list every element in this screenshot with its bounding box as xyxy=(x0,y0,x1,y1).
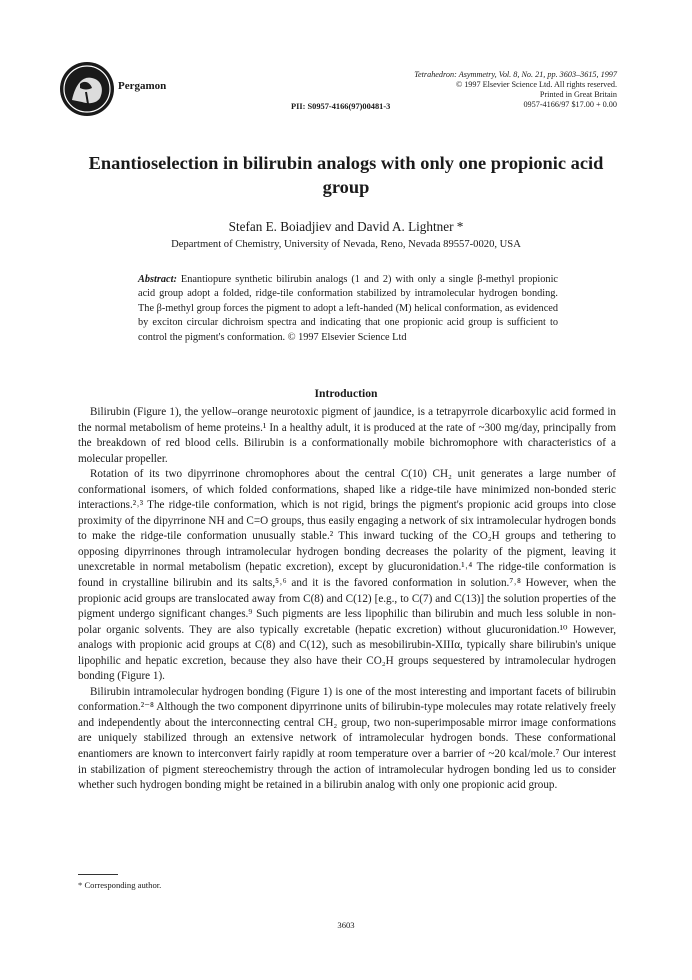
section-heading: Introduction xyxy=(314,387,378,400)
affiliation: Department of Chemistry, University of Nevada, Reno, Nevada 89557-0020, USA xyxy=(171,239,521,250)
price-line: 0957-4166/97 $17.00 + 0.00 xyxy=(523,100,617,109)
body-text xyxy=(78,405,616,794)
paragraph: Bilirubin intramolecular hydrogen bonding (Figure 1) is one of the most interesting and important facets of bilirubin conformation.²⁻⁸ Although the two component dipyrrinone units of bilirubin-type molecules may rotate relatively freely and independently about the interconnecting central CH₂ group, two non-superimposable mirror image conformations are uniquely stabilized through an extensive network of intramolecular hydrogen bonds. These conformational enantiomers are known to interconvert fairly rapidly at room temperature over a barrier of ~20 kcal/mole.⁷ Our interest in stabilization of pigment stereochemistry through the action of intramolecular hydrogen bonding led us to consider whether such hydrogen bonding might be retained in a bilirubin analog with only one propionic acid group. xyxy=(78,685,616,792)
abstract xyxy=(138,273,558,345)
abstract-text: Enantiopure synthetic bilirubin analogs (1 and 2) with only a single β-methyl propionic acid group adopt a folded, ridge-tile conformation stabilized by intramolecular hydrogen bonding. The β-methyl group forces the pigment to adopt a left-handed (M) helical conformation, as evidenced by exciton circular dichroism spectra and indicating that one propionic acid group is sufficient to control the pigment's conformation. © 1997 Elsevier Science Ltd xyxy=(138,274,558,343)
elsevier-tree-logo-icon xyxy=(58,60,116,118)
publisher-name: Pergamon xyxy=(118,80,167,92)
page-number: 3603 xyxy=(337,920,355,930)
paragraph: Rotation of its two dipyrrinone chromophores about the central C(10) CH₂ unit generates a large number of conformational isomers, of which folded conformations, shaped like a ridge-tile have minimized non-bonded steric interactions.²˒³ The ridge-tile conformation, which is not rigid, brings the pigment's propionic acid groups into close proximity of the dipyrrinone NH and C=O groups, thus easily engaging a network of six intramolecular hydrogen bonds to make the ridge-tile conformation unusually stable.² This inward tucking of the CO₂H groups and tethering to opposing dipyrrinones through intramolecular hydrogen bonding decreases the polarity of the pigment, leaving it unexcretable in normal metabolism (hepatic excretion), except by glucuronidation.¹˒⁴ The ridge-tile conformation is found in crystalline bilirubin and its salts,⁵˒⁶ and it is the favored conformation in solution.⁷˒⁸ However, when the propionic acid groups are translocated away from C(8) and C(12) [e.g., to C(7) and C(13)] the solution properties of the pigment undergo significant changes.⁹ Such pigments are less lipophilic than bilirubin and much less soluble in non-polar organic solvents. They are also typically excretable (hepatic excretion) without glucuronidation.¹⁰ However, analogs with propionic acid groups at C(8) and C(12), such as mesobilirubin-XIIIα, typically share bilirubin's unique lipophilic and hepatic excretion, because they also have their CO₂H groups sequestered by intramolecular hydrogen bonding (Figure 1). xyxy=(78,468,616,683)
article-title: Enantioselection in bilirubin analogs with only one propionic acid group xyxy=(88,153,604,197)
author-list: Stefan E. Boiadjiev and David A. Lightner * xyxy=(228,219,464,234)
citation-block xyxy=(414,70,617,110)
paragraph: Bilirubin (Figure 1), the yellow–orange neurotoxic pigment of jaundice, is a tetrapyrrole dicarboxylic acid formed in the normal metabolism of heme proteins.¹ In a healthy adult, it is produced at the rate of ~300 mg/day, principally from the breakdown of red blood cells. Bilirubin is a conformationally mobile bichromophore with characteristics of a molecular propeller. xyxy=(78,406,616,465)
pii-identifier: PII: S0957-4166(97)00481-3 xyxy=(291,102,391,111)
footnote: * Corresponding author. xyxy=(78,880,162,890)
abstract-label: Abstract: xyxy=(138,274,177,285)
copyright-line: © 1997 Elsevier Science Ltd. All rights reserved. xyxy=(455,80,617,89)
journal-citation: Tetrahedron: Asymmetry, Vol. 8, No. 21, pp. 3603–3615, 1997 xyxy=(414,70,617,79)
footnote-divider xyxy=(78,874,118,875)
printed-line: Printed in Great Britain xyxy=(539,90,617,99)
